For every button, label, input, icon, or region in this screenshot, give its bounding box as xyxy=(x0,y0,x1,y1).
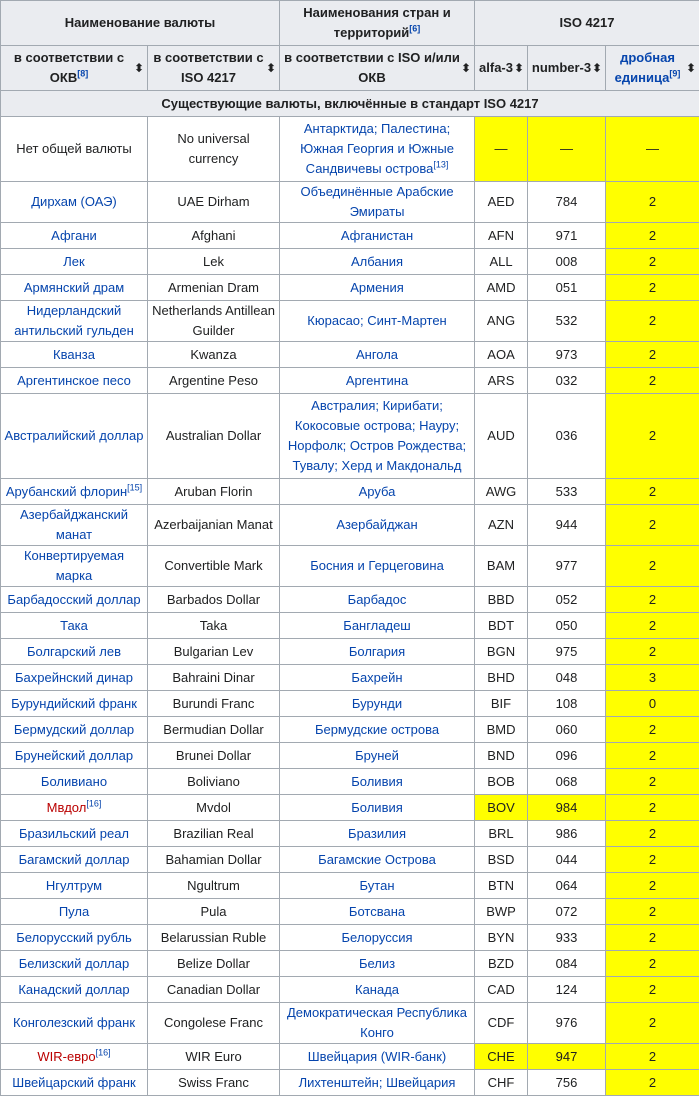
number-code: 947 xyxy=(528,1044,606,1070)
number-code: 944 xyxy=(528,505,606,546)
countries-cell[interactable]: Аргентина xyxy=(280,368,475,394)
alfa-code: BDT xyxy=(475,613,528,639)
number-code: — xyxy=(528,117,606,182)
currency-name-ru[interactable]: Мвдол[16] xyxy=(1,795,148,821)
currency-name-en: Bahamian Dollar xyxy=(148,847,280,873)
currency-name-en: Canadian Dollar xyxy=(148,977,280,1003)
currency-name-ru[interactable]: Лек xyxy=(1,249,148,275)
fraction-digits: 2 xyxy=(606,873,699,899)
alfa-code: — xyxy=(475,117,528,182)
currency-name-ru[interactable]: Боливиано xyxy=(1,769,148,795)
table-row xyxy=(1,951,699,977)
currency-name-en: Lek xyxy=(148,249,280,275)
countries-cell[interactable]: Бангладеш xyxy=(280,613,475,639)
countries-cell[interactable]: Бразилия xyxy=(280,821,475,847)
table-row xyxy=(1,743,699,769)
sort-header-alfa[interactable]: alfa-3 ⬍ xyxy=(475,46,528,91)
countries-cell[interactable]: Канада xyxy=(280,977,475,1003)
number-code: 977 xyxy=(528,546,606,587)
countries-cell[interactable]: Албания xyxy=(280,249,475,275)
currency-name-ru[interactable]: Азербайджанский манат xyxy=(1,505,148,546)
alfa-code: BZD xyxy=(475,951,528,977)
sort-header-okv[interactable]: в соответствии с ОКВ[8] ⬍ xyxy=(1,46,148,91)
table-row xyxy=(1,479,699,505)
currency-name-en: Swiss Franc xyxy=(148,1070,280,1096)
alfa-code: CDF xyxy=(475,1003,528,1044)
currency-name-en: Kwanza xyxy=(148,342,280,368)
number-code: 108 xyxy=(528,691,606,717)
alfa-code: BWP xyxy=(475,899,528,925)
countries-cell[interactable]: Афганистан xyxy=(280,223,475,249)
alfa-code: ALL xyxy=(475,249,528,275)
countries-cell[interactable]: Объединённые Арабские Эмираты xyxy=(280,182,475,223)
table-row xyxy=(1,368,699,394)
currency-name-ru[interactable]: WIR-евро[16] xyxy=(1,1044,148,1070)
countries-cell[interactable]: Багамские Острова xyxy=(280,847,475,873)
currency-name-en: Taka xyxy=(148,613,280,639)
table-row xyxy=(1,665,699,691)
currency-name-ru[interactable]: Конголезский франк xyxy=(1,1003,148,1044)
fraction-digits: 2 xyxy=(606,847,699,873)
currency-name-ru[interactable]: Белорусский рубль xyxy=(1,925,148,951)
header-iso: ISO 4217 xyxy=(475,1,699,46)
currency-name-en: Belize Dollar xyxy=(148,951,280,977)
currency-name-en: Bermudian Dollar xyxy=(148,717,280,743)
alfa-code: BSD xyxy=(475,847,528,873)
alfa-code: AMD xyxy=(475,275,528,301)
alfa-code: ARS xyxy=(475,368,528,394)
table-row xyxy=(1,182,699,223)
number-code: 124 xyxy=(528,977,606,1003)
alfa-code: AZN xyxy=(475,505,528,546)
table-row xyxy=(1,587,699,613)
fraction-digits: 2 xyxy=(606,769,699,795)
currency-name-en: Pula xyxy=(148,899,280,925)
currency-name-ru[interactable]: Белизский доллар xyxy=(1,951,148,977)
currency-name-en: Azerbaijanian Manat xyxy=(148,505,280,546)
fraction-digits: 2 xyxy=(606,613,699,639)
fraction-digits: 2 xyxy=(606,717,699,743)
currency-name-ru[interactable]: Болгарский лев xyxy=(1,639,148,665)
header-currency-name: Наименование валюты xyxy=(1,1,280,46)
countries-cell[interactable]: Австралия; Кирибати; Кокосовые острова; Науру; Норфолк; Остров Рождества; Тувалу; Херд и Макдональд xyxy=(280,394,475,479)
fraction-digits: 2 xyxy=(606,821,699,847)
alfa-code: CAD xyxy=(475,977,528,1003)
table-row xyxy=(1,546,699,587)
currency-name-ru[interactable]: Австралийский доллар xyxy=(1,394,148,479)
countries-cell[interactable]: Бруней xyxy=(280,743,475,769)
currency-name-en: Burundi Franc xyxy=(148,691,280,717)
currency-name-ru[interactable]: Бахрейнский динар xyxy=(1,665,148,691)
fraction-digits: 2 xyxy=(606,394,699,479)
fraction-digits: 2 xyxy=(606,795,699,821)
table-row xyxy=(1,925,699,951)
alfa-code: AWG xyxy=(475,479,528,505)
currency-name-ru[interactable]: Конвертируемая марка xyxy=(1,546,148,587)
alfa-code: BAM xyxy=(475,546,528,587)
alfa-code: BBD xyxy=(475,587,528,613)
table-row xyxy=(1,899,699,925)
fraction-digits: 2 xyxy=(606,479,699,505)
header-sub-row xyxy=(1,46,699,91)
currency-name-en: UAE Dirham xyxy=(148,182,280,223)
table-row xyxy=(1,275,699,301)
currency-name-en: Bahraini Dinar xyxy=(148,665,280,691)
currency-name-en: Barbados Dollar xyxy=(148,587,280,613)
table-row xyxy=(1,717,699,743)
fraction-digits: 2 xyxy=(606,1003,699,1044)
table-row xyxy=(1,342,699,368)
countries-cell[interactable]: Бахрейн xyxy=(280,665,475,691)
table-row xyxy=(1,795,699,821)
countries-cell[interactable]: Боливия xyxy=(280,769,475,795)
number-code: 048 xyxy=(528,665,606,691)
countries-cell[interactable]: Барбадос xyxy=(280,587,475,613)
countries-cell[interactable]: Ангола xyxy=(280,342,475,368)
countries-cell[interactable]: Бурунди xyxy=(280,691,475,717)
table-row xyxy=(1,249,699,275)
currency-name-ru[interactable]: Армянский драм xyxy=(1,275,148,301)
table-row xyxy=(1,977,699,1003)
countries-cell[interactable]: Демократическая Республика Конго xyxy=(280,1003,475,1044)
currency-name-ru[interactable]: Кванза xyxy=(1,342,148,368)
alfa-code: AFN xyxy=(475,223,528,249)
countries-cell[interactable]: Аруба xyxy=(280,479,475,505)
table-row xyxy=(1,505,699,546)
alfa-code: BYN xyxy=(475,925,528,951)
countries-cell[interactable]: Бутан xyxy=(280,873,475,899)
section-row xyxy=(1,91,699,117)
fraction-digits: — xyxy=(606,117,699,182)
number-code: 984 xyxy=(528,795,606,821)
fraction-digits: 2 xyxy=(606,275,699,301)
currency-name-ru[interactable]: Пула xyxy=(1,899,148,925)
number-code: 975 xyxy=(528,639,606,665)
currency-name-en: Argentine Peso xyxy=(148,368,280,394)
fraction-digits: 2 xyxy=(606,505,699,546)
table-row xyxy=(1,1044,699,1070)
alfa-code: BRL xyxy=(475,821,528,847)
number-code: 973 xyxy=(528,342,606,368)
currency-name-en: Australian Dollar xyxy=(148,394,280,479)
fraction-digits: 2 xyxy=(606,301,699,342)
number-code: 052 xyxy=(528,587,606,613)
fraction-digits: 2 xyxy=(606,899,699,925)
table-row xyxy=(1,223,699,249)
table-row xyxy=(1,873,699,899)
number-code: 971 xyxy=(528,223,606,249)
currency-name-ru[interactable]: Така xyxy=(1,613,148,639)
currency-name-en: Boliviano xyxy=(148,769,280,795)
currency-name-en: WIR Euro xyxy=(148,1044,280,1070)
number-code: 532 xyxy=(528,301,606,342)
currency-name-en: Netherlands Antillean Guilder xyxy=(148,301,280,342)
fraction-digits: 2 xyxy=(606,182,699,223)
header-group-row xyxy=(1,1,699,46)
countries-cell[interactable]: Белиз xyxy=(280,951,475,977)
header-countries: Наименования стран и территорий[6] xyxy=(280,1,475,46)
number-code: 032 xyxy=(528,368,606,394)
currency-name-ru[interactable]: Канадский доллар xyxy=(1,977,148,1003)
number-code: 756 xyxy=(528,1070,606,1096)
currency-name-ru[interactable]: Брунейский доллар xyxy=(1,743,148,769)
currency-name-en: Aruban Florin xyxy=(148,479,280,505)
currency-name-en: Bulgarian Lev xyxy=(148,639,280,665)
currency-name-en: No universal currency xyxy=(148,117,280,182)
table-row xyxy=(1,821,699,847)
currency-name-en: Armenian Dram xyxy=(148,275,280,301)
fraction-digits: 2 xyxy=(606,342,699,368)
table-row xyxy=(1,394,699,479)
currency-name-en: Brazilian Real xyxy=(148,821,280,847)
currency-name-en: Convertible Mark xyxy=(148,546,280,587)
countries-cell[interactable]: Белоруссия xyxy=(280,925,475,951)
number-code: 064 xyxy=(528,873,606,899)
alfa-code: AOA xyxy=(475,342,528,368)
table-row xyxy=(1,847,699,873)
alfa-code: BIF xyxy=(475,691,528,717)
countries-cell[interactable]: Азербайджан xyxy=(280,505,475,546)
alfa-code: BOB xyxy=(475,769,528,795)
sort-header-iso-countries[interactable]: в соответствии с ISO и/или ОКВ ⬍ xyxy=(280,46,475,91)
currency-name-ru[interactable]: Дирхам (ОАЭ) xyxy=(1,182,148,223)
countries-cell[interactable]: Армения xyxy=(280,275,475,301)
number-code: 096 xyxy=(528,743,606,769)
fraction-digits: 2 xyxy=(606,1070,699,1096)
currency-name-ru[interactable]: Арубанский флорин[15] xyxy=(1,479,148,505)
number-code: 533 xyxy=(528,479,606,505)
alfa-code: CHF xyxy=(475,1070,528,1096)
alfa-code: BND xyxy=(475,743,528,769)
alfa-code: ANG xyxy=(475,301,528,342)
table-row xyxy=(1,613,699,639)
fraction-digits: 0 xyxy=(606,691,699,717)
number-code: 008 xyxy=(528,249,606,275)
number-code: 933 xyxy=(528,925,606,951)
currency-name-ru[interactable]: Бурундийский франк xyxy=(1,691,148,717)
fraction-digits: 2 xyxy=(606,1044,699,1070)
alfa-code: BTN xyxy=(475,873,528,899)
fraction-digits: 3 xyxy=(606,665,699,691)
fraction-digits: 2 xyxy=(606,639,699,665)
number-code: 050 xyxy=(528,613,606,639)
alfa-code: BHD xyxy=(475,665,528,691)
countries-cell[interactable]: Антарктида; Палестина; Южная Георгия и Южные Сандвичевы острова[13] xyxy=(280,117,475,182)
table-row xyxy=(1,1070,699,1096)
countries-cell[interactable]: Лихтенштейн; Швейцария xyxy=(280,1070,475,1096)
currency-name-ru[interactable]: Нидерландский антильский гульден xyxy=(1,301,148,342)
sort-header-iso-name[interactable]: в соответствии с ISO 4217 ⬍ xyxy=(148,46,280,91)
currency-name-en: Mvdol xyxy=(148,795,280,821)
sort-header-fraction[interactable]: дробная единица[9] ⬍ xyxy=(606,46,699,91)
table-row xyxy=(1,691,699,717)
alfa-code: CHE xyxy=(475,1044,528,1070)
currency-name-en: Brunei Dollar xyxy=(148,743,280,769)
alfa-code: AUD xyxy=(475,394,528,479)
sort-header-number[interactable]: number-3 ⬍ xyxy=(528,46,606,91)
table-row xyxy=(1,117,699,182)
number-code: 036 xyxy=(528,394,606,479)
table-row xyxy=(1,639,699,665)
currency-name-en: Belarussian Ruble xyxy=(148,925,280,951)
alfa-code: AED xyxy=(475,182,528,223)
fraction-digits: 2 xyxy=(606,951,699,977)
countries-cell[interactable]: Бермудские острова xyxy=(280,717,475,743)
number-code: 072 xyxy=(528,899,606,925)
number-code: 986 xyxy=(528,821,606,847)
currency-name-ru[interactable]: Бермудский доллар xyxy=(1,717,148,743)
currency-name-ru[interactable]: Афгани xyxy=(1,223,148,249)
fraction-digits: 2 xyxy=(606,587,699,613)
alfa-code: BMD xyxy=(475,717,528,743)
currency-name-ru[interactable]: Барбадосский доллар xyxy=(1,587,148,613)
fraction-digits: 2 xyxy=(606,368,699,394)
currency-name-en: Ngultrum xyxy=(148,873,280,899)
currency-name-ru[interactable]: Бразильский реал xyxy=(1,821,148,847)
currency-name-ru[interactable]: Багамский доллар xyxy=(1,847,148,873)
number-code: 068 xyxy=(528,769,606,795)
fraction-digits: 2 xyxy=(606,977,699,1003)
currency-name-ru[interactable]: Аргентинское песо xyxy=(1,368,148,394)
countries-cell[interactable]: Болгария xyxy=(280,639,475,665)
number-code: 784 xyxy=(528,182,606,223)
fraction-digits: 2 xyxy=(606,249,699,275)
fraction-digits: 2 xyxy=(606,743,699,769)
fraction-digits: 2 xyxy=(606,223,699,249)
currency-name-ru[interactable]: Швейцарский франк xyxy=(1,1070,148,1096)
number-code: 051 xyxy=(528,275,606,301)
countries-cell[interactable]: Швейцария (WIR-банк) xyxy=(280,1044,475,1070)
table-row xyxy=(1,301,699,342)
currency-name-ru: Нет общей валюты xyxy=(1,117,148,182)
currency-name-en: Congolese Franc xyxy=(148,1003,280,1044)
countries-cell[interactable]: Боливия xyxy=(280,795,475,821)
countries-cell[interactable]: Босния и Герцеговина xyxy=(280,546,475,587)
alfa-code: BOV xyxy=(475,795,528,821)
alfa-code: BGN xyxy=(475,639,528,665)
number-code: 044 xyxy=(528,847,606,873)
countries-cell[interactable]: Ботсвана xyxy=(280,899,475,925)
number-code: 060 xyxy=(528,717,606,743)
table-row xyxy=(1,1003,699,1044)
fraction-digits: 2 xyxy=(606,925,699,951)
section-title: Существующие валюты, включённые в стандарт ISO 4217 xyxy=(1,91,699,117)
table-row xyxy=(1,769,699,795)
number-code: 976 xyxy=(528,1003,606,1044)
currency-name-en: Afghani xyxy=(148,223,280,249)
currency-name-ru[interactable]: Нгултрум xyxy=(1,873,148,899)
fraction-digits: 2 xyxy=(606,546,699,587)
number-code: 084 xyxy=(528,951,606,977)
countries-cell[interactable]: Кюрасао; Синт-Мартен xyxy=(280,301,475,342)
